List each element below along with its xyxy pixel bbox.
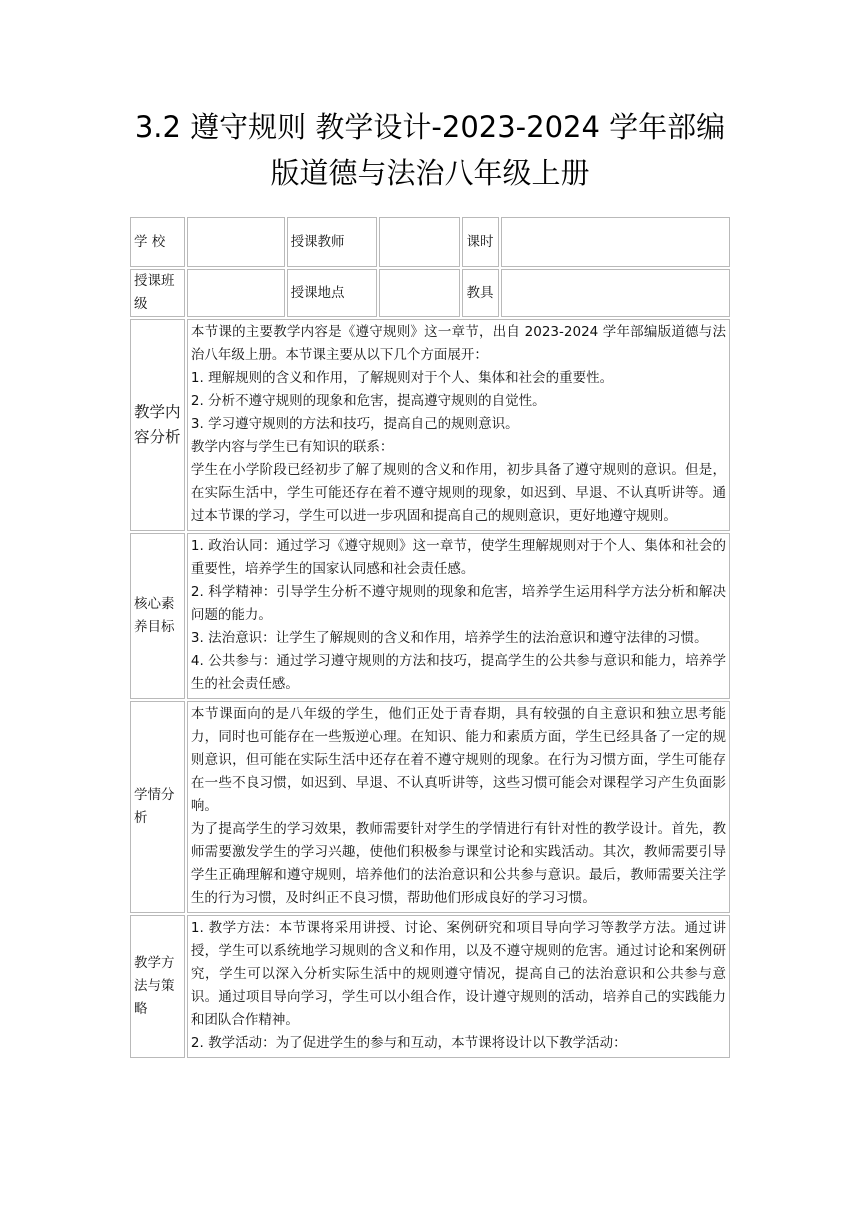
header-row-school [130,217,730,267]
core-goals-label: 核心素养目标 [130,533,185,699]
class-label: 授课班级 [130,269,185,317]
content-analysis-paragraph: 本节课的主要教学内容是《遵守规则》这一章节，出自 2023-2024 学年部编版道德与法治八年级上册。本节课主要从以下几个方面展开： [190,324,726,363]
section-student-analysis [130,701,730,913]
school-label: 学 校 [130,217,185,267]
page-title [100,104,760,196]
content-analysis-paragraph: 2. 分析不遵守规则的现象和危害，提高遵守规则的自觉性。 [190,393,546,409]
methods-body [187,915,730,1058]
period-label: 课时 [462,217,499,267]
header-row-class [130,269,730,317]
period-value [501,217,730,267]
methods-paragraph: 1. 教学方法：本节课将采用讲授、讨论、案例研究和项目导向学习等教学方法。通过讲授，学生可以系统地学习规则的含义和作用，以及不遵守规则的危害。通过讨论和案例研究，学生可以深入分析实际生活中的规则遵守情况，提高自己的法治意识和公共参与意识。通过项目导向学习，学生可以小组合作，设计遵守规则的活动，培养自己的实践能力和团队合作精神。 [190,920,726,1028]
section-methods [130,915,730,1058]
content-analysis-label: 教学内容分析 [130,319,185,531]
tools-value [501,269,730,317]
core-goals-paragraph: 1. 政治认同：通过学习《遵守规则》这一章节，使学生理解规则对于个人、集体和社会的重要性，培养学生的国家认同感和社会责任感。 [190,538,726,577]
content-analysis-paragraph: 学生在小学阶段已经初步了解了规则的含义和作用，初步具备了遵守规则的意识。但是，在实际生活中，学生可能还存在着不遵守规则的现象，如迟到、早退、不认真听讲等。通过本节课的学习，学生可以进一步巩固和提高自己的规则意识，更好地遵守规则。 [190,462,726,524]
content-analysis-paragraph: 教学内容与学生已有知识的联系： [190,439,394,455]
content-analysis-body [187,319,730,531]
methods-label: 教学方法与策略 [130,915,185,1058]
core-goals-paragraph: 3. 法治意识：让学生了解规则的含义和作用，培养学生的法治意识和遵守法律的习惯。 [190,630,708,646]
student-analysis-paragraph: 本节课面向的是八年级的学生，他们正处于青春期，具有较强的自主意识和独立思考能力，同时也可能存在一些叛逆心理。在知识、能力和素质方面，学生已经具备了一定的规则意识，但可能在实际生活中还存在着不遵守规则的现象。在行为习惯方面，学生可能存在一些不良习惯，如迟到、早退、不认真听讲等，这些习惯可能会对课程学习产生负面影响。 [190,706,726,814]
school-value [187,217,285,267]
student-analysis-label: 学情分析 [130,701,185,913]
location-label: 授课地点 [287,269,378,317]
content-analysis-paragraph: 3. 学习遵守规则的方法和技巧，提高自己的规则意识。 [190,416,519,432]
location-value [379,269,460,317]
class-value [187,269,285,317]
teacher-label: 授课教师 [287,217,378,267]
teacher-value [379,217,460,267]
core-goals-paragraph: 2. 科学精神：引导学生分析不遵守规则的现象和危害，培养学生运用科学方法分析和解决问题的能力。 [190,584,726,623]
student-analysis-body [187,701,730,913]
methods-paragraph: 2. 教学活动：为了促进学生的参与和互动，本节课将设计以下教学活动： [190,1035,627,1051]
student-analysis-paragraph: 为了提高学生的学习效果，教师需要针对学生的学情进行有针对性的教学设计。首先，教师需要激发学生的学习兴趣，使他们积极参与课堂讨论和实践活动。其次，教师需要引导学生正确理解和遵守规则，培养他们的法治意识和公共参与意识。最后，教师需要关注学生的行为习惯，及时纠正不良习惯，帮助他们形成良好的学习习惯。 [190,821,726,906]
page-title-line2: 版道德与法治八年级上册 [270,156,590,190]
content-analysis-paragraph: 1. 理解规则的含义和作用，了解规则对于个人、集体和社会的重要性。 [190,370,614,386]
section-core-goals [130,533,730,699]
lesson-plan-table [128,215,732,1060]
section-content-analysis [130,319,730,531]
core-goals-paragraph: 4. 公共参与：通过学习遵守规则的方法和技巧，提高学生的公共参与意识和能力，培养学生的社会责任感。 [190,653,726,692]
tools-label: 教具 [462,269,499,317]
core-goals-body [187,533,730,699]
page-title-line1: 3.2 遵守规则 教学设计-2023-2024 学年部编 [134,110,726,144]
